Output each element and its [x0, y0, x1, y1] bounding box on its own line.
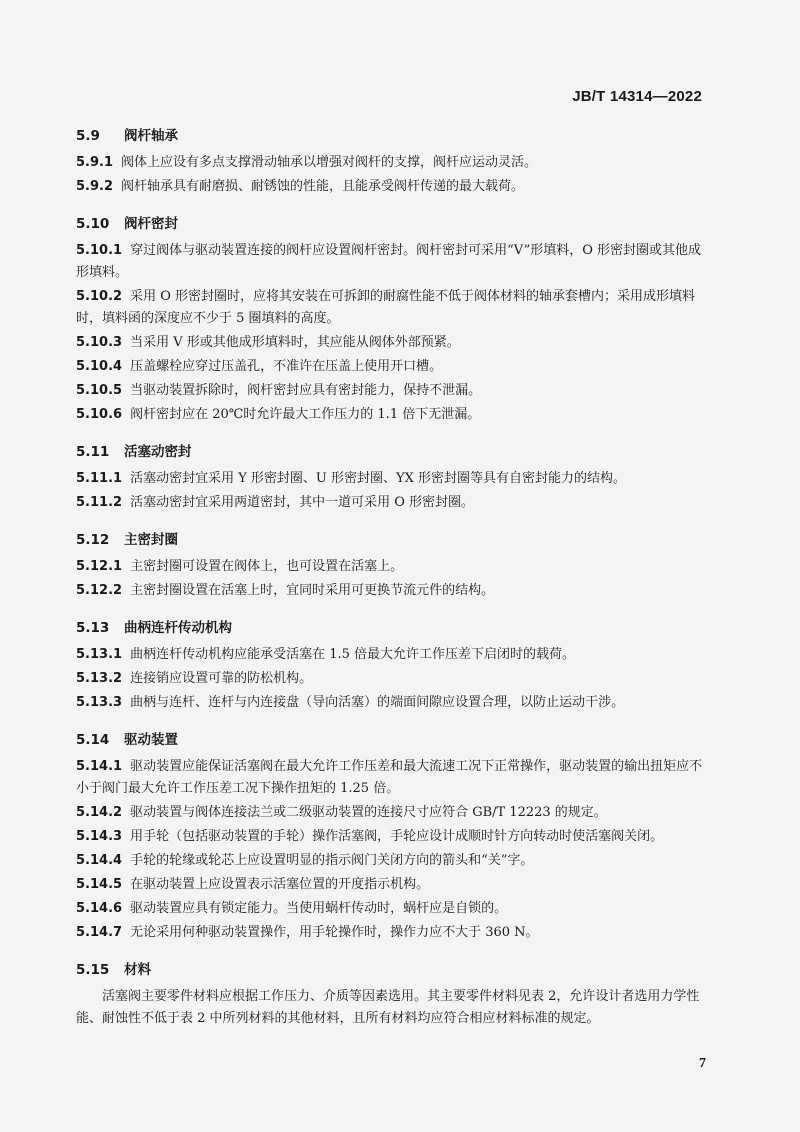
- clause-number: 5.13.3: [76, 695, 123, 710]
- clause-text: 驱动装置应具有锁定能力。当使用蜗杆传动时，蜗杆应是自锁的。: [130, 901, 508, 916]
- clause: [76, 468, 712, 490]
- clause: [76, 826, 712, 848]
- section-title: 阀杆轴承: [124, 128, 178, 144]
- clause-number: 5.12.2: [76, 583, 123, 598]
- section-heading: [76, 530, 712, 550]
- clause: [76, 922, 712, 944]
- clause: [76, 802, 712, 824]
- clause: [76, 176, 712, 198]
- section-heading: [76, 214, 712, 234]
- section-number: 5.9: [76, 128, 100, 144]
- clause: [76, 580, 712, 602]
- clause-number: 5.10.6: [76, 407, 123, 422]
- clause-number: 5.11.2: [76, 495, 123, 510]
- clause: [76, 556, 712, 578]
- clause-number: 5.14.4: [76, 853, 123, 868]
- clause-number: 5.14.6: [76, 901, 123, 916]
- clause-number: 5.14.7: [76, 925, 123, 940]
- clause-text: 曲柄与连杆、连杆与内连接盘（导向活塞）的端面间隙应设置合理，以防止运动干涉。: [130, 695, 625, 710]
- clause: [76, 332, 712, 354]
- section-paragraph: 活塞阀主要零件材料应根据工作压力、介质等因素选用。其主要零件材料见表 2，允许设计者选用力学性能、耐蚀性不低于表 2 中所列材料的其他材料，且所有材料均应符合相应材料标准的规定。: [76, 989, 700, 1026]
- clause-text: 活塞动密封宜采用 Y 形密封圈、U 形密封圈、YX 形密封圈等具有自密封能力的结构。: [130, 471, 626, 486]
- clause-text: 穿过阀体与驱动装置连接的阀杆应设置阀杆密封。阀杆密封可采用“V”形填料，O 形密封圈或其他成形填料。: [76, 243, 702, 280]
- section-number: 5.13: [76, 620, 110, 636]
- clause: [76, 356, 712, 378]
- clause-number: 5.10.3: [76, 335, 123, 350]
- clause-text: 驱动装置与阀体连接法兰或二级驱动装置的连接尺寸应符合 GB/T 12223 的规定。: [130, 805, 607, 820]
- clause-number: 5.10.1: [76, 243, 123, 258]
- clause: [76, 152, 712, 174]
- clause: [76, 240, 712, 284]
- clause: [76, 380, 712, 402]
- clause-number: 5.9.2: [76, 179, 114, 194]
- clause-text: 无论采用何种驱动装置操作，用手轮操作时，操作力应不大于 360 N。: [130, 925, 539, 940]
- clause-number: 5.13.1: [76, 647, 123, 662]
- clause-text: 活塞动密封宜采用两道密封，其中一道可采用 O 形密封圈。: [130, 495, 474, 510]
- clause-text: 当驱动装置拆除时，阀杆密封应具有密封能力，保持不泄漏。: [130, 383, 482, 398]
- clause: [76, 644, 712, 666]
- clause: [76, 756, 712, 800]
- page-number: 7: [699, 1056, 706, 1071]
- clause-text: 手轮的轮缘或轮芯上应设置明显的指示阀门关闭方向的箭头和“关”字。: [130, 853, 534, 868]
- clause: [76, 898, 712, 920]
- section-title: 驱动装置: [124, 732, 178, 748]
- section-heading: [76, 442, 712, 462]
- section-title: 主密封圈: [124, 532, 178, 548]
- clause: [76, 492, 712, 514]
- section-number: 5.10: [76, 216, 110, 232]
- clause-text: 在驱动装置上应设置表示活塞位置的开度指示机构。: [130, 877, 430, 892]
- clause-number: 5.14.2: [76, 805, 123, 820]
- clause-number: 5.14.3: [76, 829, 123, 844]
- clause: [76, 874, 712, 896]
- clause-text: 曲柄连杆传动机构应能承受活塞在 1.5 倍最大允许工作压差下启闭时的载荷。: [130, 647, 576, 662]
- clause-number: 5.10.5: [76, 383, 123, 398]
- section-title: 曲柄连杆传动机构: [124, 620, 232, 636]
- clause-text: 主密封圈设置在活塞上时，宜同时采用可更换节流元件的结构。: [130, 583, 495, 598]
- section-heading: [76, 126, 712, 146]
- clause: [76, 668, 712, 690]
- clause-number: 5.10.2: [76, 289, 123, 304]
- standard-code: JB/T 14314—2022: [572, 88, 702, 105]
- section-number: 5.11: [76, 444, 110, 460]
- clause: [76, 404, 712, 426]
- clause-text: 驱动装置应能保证活塞阀在最大允许工作压差和最大流速工况下正常操作，驱动装置的输出扭矩应不小于阀门最大允许工作压差工况下操作扭矩的 1.25 倍。: [76, 759, 703, 796]
- section-heading: [76, 618, 712, 638]
- clause-text: 压盖螺栓应穿过压盖孔，不准许在压盖上使用开口槽。: [130, 359, 443, 374]
- clause-text: 当采用 V 形或其他成形填料时，其应能从阀体外部预紧。: [130, 335, 460, 350]
- clause-number: 5.10.4: [76, 359, 123, 374]
- section-number: 5.15: [76, 962, 110, 978]
- section-title: 材料: [124, 962, 151, 978]
- clause: [76, 850, 712, 872]
- clause-text: 主密封圈可设置在阀体上，也可设置在活塞上。: [130, 559, 404, 574]
- document-body: [76, 122, 712, 1030]
- section-title: 活塞动密封: [124, 444, 192, 460]
- clause-number: 5.14.5: [76, 877, 123, 892]
- clause-number: 5.9.1: [76, 155, 114, 170]
- clause-number: 5.13.2: [76, 671, 123, 686]
- clause-number: 5.14.1: [76, 759, 123, 774]
- clause-text: 阀杆密封应在 20℃时允许最大工作压力的 1.1 倍下无泄漏。: [130, 407, 481, 422]
- clause: [76, 692, 712, 714]
- clause-number: 5.11.1: [76, 471, 123, 486]
- clause-number: 5.12.1: [76, 559, 123, 574]
- clause-text: 用手轮（包括驱动装置的手轮）操作活塞阀，手轮应设计成顺时针方向转动时使活塞阀关闭。: [130, 829, 664, 844]
- section-title: 阀杆密封: [124, 216, 178, 232]
- clause-text: 采用 O 形密封圈时，应将其安装在可拆卸的耐腐性能不低于阀体材料的轴承套槽内；采用成形填料时，填料函的深度应不少于 5 圈填料的高度。: [76, 289, 695, 326]
- section-number: 5.14: [76, 732, 110, 748]
- section-heading: [76, 730, 712, 750]
- section-number: 5.12: [76, 532, 110, 548]
- section-heading: [76, 960, 712, 980]
- clause-text: 阀杆轴承具有耐磨损、耐锈蚀的性能，且能承受阀杆传递的最大载荷。: [121, 179, 525, 194]
- clause-text: 连接销应设置可靠的防松机构。: [130, 671, 313, 686]
- clause-text: 阀体上应设有多点支撑滑动轴承以增强对阀杆的支撑，阀杆应运动灵活。: [121, 155, 538, 170]
- clause: [76, 286, 712, 330]
